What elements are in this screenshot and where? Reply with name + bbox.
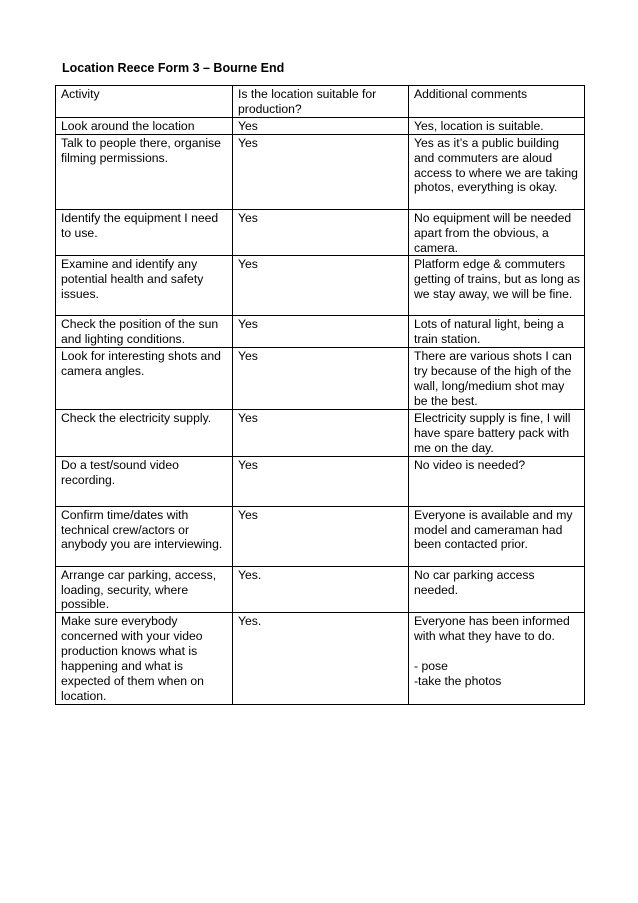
activity-cell	[56, 117, 233, 134]
suitable-text: Yes	[238, 135, 258, 150]
comments-text: Everyone is available and my model and cameraman had been contacted prior.	[414, 507, 573, 552]
suitable-cell	[233, 134, 409, 209]
activity-text: Talk to people there, organise filming permissions.	[61, 135, 221, 165]
comments-cell	[409, 506, 585, 566]
comments-text: Yes as it’s a public building and commuters are aloud access to where we are taking photos, everything is okay.	[414, 135, 578, 195]
suitable-text: Yes.	[238, 614, 262, 629]
activity-text: Arrange car parking, access, loading, security, where possible.	[61, 567, 217, 612]
table-row	[56, 506, 585, 566]
suitable-text: Yes	[238, 317, 258, 332]
comments-text: Lots of natural light, being a train station.	[414, 317, 564, 347]
comments-cell	[409, 566, 585, 613]
header-suitable: Is the location suitable for production?	[233, 86, 409, 118]
page-title: Location Reece Form 3 – Bourne End	[62, 61, 285, 75]
comments-cell	[409, 209, 585, 256]
comments-text: Yes, location is suitable.	[414, 118, 544, 133]
activity-text: Look for interesting shots and camera angles.	[61, 349, 221, 379]
header-comments: Additional comments	[409, 86, 585, 118]
suitable-text: Yes	[238, 457, 258, 472]
activity-cell	[56, 613, 233, 704]
activity-text: Make sure everybody concerned with your video production knows what is happening and what is expected of them when on location.	[61, 614, 204, 703]
activity-cell	[56, 209, 233, 256]
comments-cell	[409, 316, 585, 348]
comments-cell	[409, 456, 585, 506]
activity-text: Confirm time/dates with technical crew/actors or anybody you are interviewing.	[61, 507, 223, 552]
suitable-cell	[233, 456, 409, 506]
activity-cell	[56, 506, 233, 566]
comments-cell	[409, 409, 585, 456]
comments-cell	[409, 117, 585, 134]
activity-cell	[56, 134, 233, 209]
activity-cell	[56, 566, 233, 613]
comments-cell	[409, 613, 585, 704]
activity-text: Identify the equipment I need to use.	[61, 210, 219, 240]
table-row	[56, 117, 585, 134]
suitable-cell	[233, 348, 409, 410]
suitable-text: Yes	[238, 210, 258, 225]
activity-text: Examine and identify any potential health and safety issues.	[61, 257, 204, 302]
location-recce-table	[55, 85, 585, 705]
suitable-cell	[233, 117, 409, 134]
table-header-row	[56, 86, 585, 118]
suitable-cell	[233, 316, 409, 348]
comments-text: No video is needed?	[414, 457, 526, 472]
comments-cell	[409, 348, 585, 410]
suitable-cell	[233, 409, 409, 456]
comments-text: There are various shots I can try because of the high of the wall, long/medium shot may be the best.	[414, 349, 572, 408]
suitable-text: Yes.	[238, 567, 262, 582]
table-row	[56, 316, 585, 348]
suitable-cell	[233, 209, 409, 256]
suitable-text: Yes	[238, 507, 258, 522]
activity-cell	[56, 316, 233, 348]
comments-text: Electricity supply is fine, I will have spare battery pack with me on the day.	[414, 410, 571, 455]
header-activity: Activity	[56, 86, 233, 118]
comments-text: Everyone has been informed with what they have to do. - pose -take the photos	[414, 614, 570, 688]
suitable-text: Yes	[238, 257, 258, 272]
suitable-cell	[233, 566, 409, 613]
suitable-text: Yes	[238, 410, 258, 425]
comments-text: No car parking access needed.	[414, 567, 535, 597]
suitable-text: Yes	[238, 118, 258, 133]
activity-cell	[56, 456, 233, 506]
table-row	[56, 409, 585, 456]
suitable-cell	[233, 506, 409, 566]
activity-text: Check the position of the sun and lighting conditions.	[61, 317, 219, 347]
comments-text: Platform edge & commuters getting of trains, but as long as we stay away, we will be fine.	[414, 257, 580, 302]
comments-text: No equipment will be needed apart from the obvious, a camera.	[414, 210, 572, 255]
activity-text: Do a test/sound video recording.	[61, 457, 179, 487]
activity-text: Check the electricity supply.	[61, 410, 212, 425]
suitable-cell	[233, 256, 409, 316]
table-row	[56, 566, 585, 613]
suitable-text: Yes	[238, 349, 258, 364]
table-row	[56, 134, 585, 209]
table-row	[56, 613, 585, 704]
table-row	[56, 348, 585, 410]
comments-cell	[409, 134, 585, 209]
table-row	[56, 256, 585, 316]
table-row	[56, 456, 585, 506]
table-row	[56, 209, 585, 256]
activity-text: Look around the location	[61, 118, 195, 133]
comments-cell	[409, 256, 585, 316]
activity-cell	[56, 256, 233, 316]
activity-cell	[56, 348, 233, 410]
activity-cell	[56, 409, 233, 456]
suitable-cell	[233, 613, 409, 704]
